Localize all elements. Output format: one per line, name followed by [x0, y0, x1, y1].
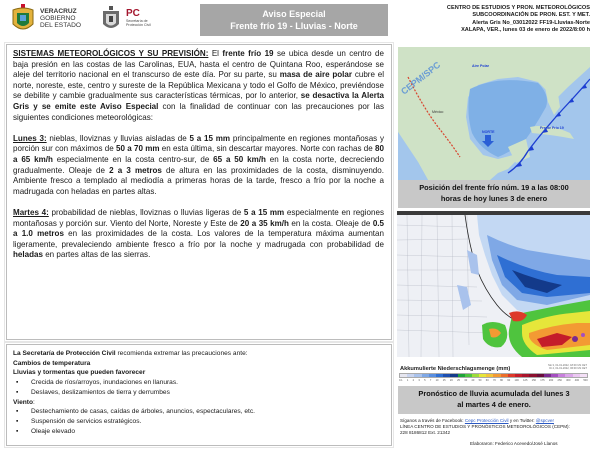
legend-swatch: [486, 374, 493, 377]
precipitation-map-caption: Pronóstico de lluvia acumulada del lunes 3 al martes 4 de enero.: [398, 386, 590, 414]
tuesday-forecast-paragraph: Martes 4: probabilidad de nieblas, lloviznas o lluvias ligeras de 5 a 15 mm especialmente en regiones montañosas y porción sur. Viento del Norte, Noreste y Este de 20 a 35 km/h en la costa. Oleaje de 0.5 a 1.0 metros en las proximidades de la costa. Los valores de la temperatura máxima aumentan ligeramente, prevaleciendo ambiente fresco a frío por la noche y madrugada con probabilidad de heladas en partes altas de las sierras.: [13, 207, 385, 260]
legend-swatch: [407, 374, 414, 377]
banner-title: Aviso Especial: [262, 9, 326, 19]
precip-scale-ticks: [399, 379, 588, 383]
recommendations-panel: [6, 344, 392, 446]
wind-heading: Viento:: [13, 398, 35, 406]
legend-tick: 70: [492, 379, 496, 382]
contact-footer: Síganos a través de Facebook: Cepc Protección Civil y en Twitter: @spcver LÍNEA CENTRO DE ESTUDIOS Y PRONÓSTICOS METEOROLÓGICOS (CEPM): 228 8186812 Ext. 21342: [400, 418, 596, 437]
legend-tick: 150: [531, 379, 536, 382]
bullet-icon: ▪: [16, 427, 19, 435]
list-item: ▪ Deslaves, deslizamientos de tierra y derrumbes: [13, 388, 385, 398]
twitter-link[interactable]: @spcver: [535, 418, 554, 423]
forecast-text-panel: [6, 44, 392, 340]
legend-swatch: [465, 374, 472, 377]
cold-front-map: [398, 47, 590, 180]
legend-swatch: [443, 374, 450, 377]
legend-swatch: [458, 374, 465, 377]
legend-swatch: [501, 374, 508, 377]
legend-tick: 1: [406, 379, 409, 382]
rain-heading: Lluvias y tormentas que pueden favorecer: [13, 369, 146, 377]
legend-tick: 3: [418, 379, 420, 382]
legend-swatch: [551, 374, 558, 377]
cold-front-map-caption: Posición del frente frío núm. 19 a las 08:00 horas de hoy lunes 3 de enero: [398, 180, 590, 208]
proteccion-civil-emblem-icon: [101, 6, 121, 32]
legend-tick: 25: [457, 379, 460, 382]
legend-tick: 20: [449, 379, 453, 382]
synoptic-paragraph: SISTEMAS METEOROLÓGICOS Y SU PREVISIÓN: El frente frío 19 se ubica desde un centro de baja presión en las costas de las Carolinas, EUA, hasta el centro de Quintana Roo, esperándose se aleje del territorio nacional en el transcurso de este día. Por su parte, su masa de aire polar cubre el norte, noreste, este, centro y sureste de la República Mexicana y todo el Golfo de México, previéndose se debilite y cambie gradualmente sus características térmicas, por lo anterior, se desactiva la Alerta Gris y se emite este Aviso Especial con la finalidad de continuar con las precauciones por las siguientes condiciones meteorológicas:: [13, 49, 385, 122]
banner-subtitle: Frente frío 19 - Lluvias - Norte: [230, 21, 358, 31]
legend-swatch: [450, 374, 457, 377]
legend-swatch: [573, 374, 580, 377]
recommendations-intro: La Secretaría de Protección Civil recomienda extremar las precauciones ante:: [13, 350, 248, 357]
legend-swatch: [544, 374, 551, 377]
phone-number: 228 8186812 Ext. 21342: [400, 430, 451, 436]
legend-swatch: [422, 374, 429, 377]
legend-tick: 5: [424, 379, 426, 382]
legend-tick: 40: [471, 379, 475, 382]
legend-tick: 300: [566, 379, 571, 382]
list-item: ▪ Oleaje elevado: [13, 427, 385, 437]
title-banner: [200, 4, 388, 36]
legend-tick: 30: [464, 379, 468, 382]
list-item: ▪ Suspensión de servicios estratégicos.: [13, 417, 385, 427]
legend-swatch: [429, 374, 436, 377]
legend-tick: 175: [540, 379, 545, 382]
legend-tick: 60: [485, 379, 489, 382]
bullet-icon: ▪: [16, 379, 19, 387]
header: [0, 0, 600, 40]
temperature-heading: Cambios de temperatura: [13, 359, 91, 367]
legend-tick: 50: [478, 379, 482, 382]
legend-tick: 10: [435, 379, 439, 382]
legend-swatch: [537, 374, 544, 377]
precipitation-map: [397, 215, 590, 357]
legend-tick: 200: [548, 379, 554, 382]
legend-swatch: [515, 374, 522, 377]
watermark-label: CEPM/SPC: [399, 59, 443, 97]
monday-forecast-paragraph: Lunes 3: nieblas, lloviznas y lluvias aisladas de 5 a 15 mm principalmente en regiones montañosas y porción sur con máximos de 50 a 70 mm en esta última, sin descartar mayores. Norte con rachas de 80 a 65 km/h especialmente en la costa centro-sur, de 65 a 50 km/h en la costa norte, decreciendo gradualmente. Oleaje de 2 a 3 metros de altura en las proximidades de la costa, disminuyendo. Ambiente fresco a templado al mediodía a primeras horas de la tarde, fresco a frío por la noche a madrugada con heladas en partes altas.: [13, 133, 385, 196]
legend-swatch: [400, 374, 407, 377]
legend-swatch: [414, 374, 421, 377]
facebook-link[interactable]: Cepc Protección Civil: [464, 418, 509, 423]
legend-tick: 400: [574, 379, 580, 382]
pc-logo-text: PC Secretaría de Protección Civil: [126, 8, 151, 28]
precip-legend-title: Akkumulierte Niederschlagsmenge (mm): [400, 366, 511, 372]
bullet-icon: ▪: [16, 388, 19, 396]
precip-legend-meta: Mo 3, 01-01-2022, 18:00 UN CET Di 4, 01-01-2022, 06:00 UN CET: [548, 364, 587, 370]
legend-swatch: [529, 374, 536, 377]
cold-front-map-graphic: [398, 47, 590, 180]
list-item: ▪ Crecida de ríos/arroyos, inundaciones en llanuras.: [13, 378, 385, 388]
legend-swatch: [479, 374, 486, 377]
legend-tick: 125: [523, 379, 528, 382]
legend-tick: 250: [557, 379, 562, 382]
list-item: ▪ Destechamiento de casas, caídas de árboles, anuncios, espectaculares, etc.: [13, 407, 385, 417]
precip-color-scale: [399, 373, 588, 378]
legend-tick: 500: [583, 379, 588, 382]
authors-credit: Elaboraron: Federico Acevedo/José Llanos: [470, 441, 558, 446]
legend-tick: 100: [514, 379, 519, 382]
front-label: Frente Frío 19: [540, 126, 564, 130]
precipitation-map-graphic: [397, 215, 590, 357]
legend-tick: 90: [507, 379, 511, 382]
legend-tick: 0.1: [399, 379, 403, 382]
issuer-info: CENTRO DE ESTUDIOS Y PRON. METEOROLÓGICOS SUBCOORDINACIÓN DE PRON. EST. Y MET. Alerta Gris No_03012022 FF19-Lluvias-Norte XALAPA, VER., lunes 03 de enero de 2022/8:00 h: [446, 5, 590, 34]
legend-swatch: [565, 374, 572, 377]
legend-tick: 2: [412, 379, 415, 382]
mexico-label: México: [432, 110, 444, 114]
legend-tick: 80: [500, 379, 503, 382]
legend-swatch: [508, 374, 515, 377]
legend-swatch: [558, 374, 565, 377]
legend-tick: 7: [429, 379, 432, 382]
legend-swatch: [580, 374, 587, 377]
legend-swatch: [522, 374, 529, 377]
legend-swatch: [472, 374, 479, 377]
bullet-icon: ▪: [16, 417, 19, 425]
bullet-icon: ▪: [16, 408, 19, 416]
norte-label: NORTE: [482, 130, 495, 134]
veracruz-coat-of-arms-icon: [10, 4, 36, 34]
legend-swatch: [436, 374, 443, 377]
veracruz-logo-text: VERACRUZ GOBIERNO DEL ESTADO: [40, 8, 82, 29]
legend-swatch: [493, 374, 500, 377]
legend-tick: 15: [442, 379, 446, 382]
polar-air-label: Aire Polar: [472, 64, 489, 68]
